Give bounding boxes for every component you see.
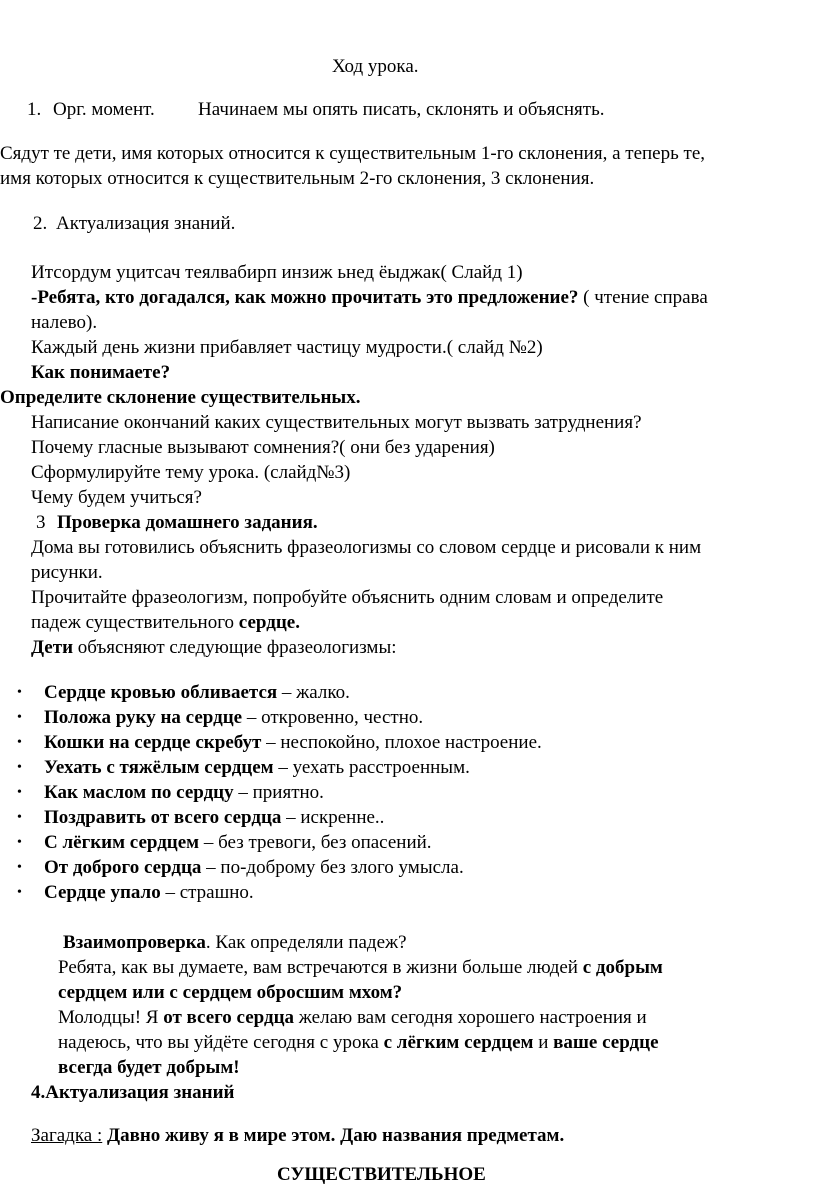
section-2-label: Актуализация знаний. bbox=[56, 213, 236, 234]
lesson-title: Ход урока. bbox=[332, 56, 419, 77]
list-item: От доброго сердца – по-доброму без злого умысла. bbox=[44, 857, 464, 878]
define-heading: Определите склонение существительных. bbox=[0, 387, 361, 408]
section-1-label: Орг. момент. bbox=[53, 99, 155, 120]
list-item: Сердце кровью обливается – жалко. bbox=[44, 682, 350, 703]
text-line: падеж существительного сердце. bbox=[31, 612, 300, 633]
question-rest: ( чтение справа bbox=[578, 287, 708, 308]
text-line: Дома вы готовились объяснить фразеологизмы со словом сердце и рисовали к ним bbox=[31, 537, 702, 558]
bullet-icon: • bbox=[17, 835, 22, 850]
riddle-text: Давно живу я в мире этом. Даю названия предметам. bbox=[102, 1125, 565, 1146]
riddle-label: Загадка : bbox=[31, 1125, 103, 1146]
list-item: Сердце упало – страшно. bbox=[44, 882, 254, 903]
text-line: Сформулируйте тему урока. (слайд№3) bbox=[31, 462, 351, 483]
list-item: Положа руку на сердце – откровенно, честно. bbox=[44, 707, 424, 728]
list-item: Кошки на сердце скребут – неспокойно, плохое настроение. bbox=[44, 732, 542, 753]
section-1-number: 1. bbox=[27, 99, 42, 120]
list-item: Поздравить от всего сердца – искренне.. bbox=[44, 807, 385, 828]
paragraph-line: Сядут те дети, имя которых относится к существительным 1-го склонения, а теперь те, bbox=[0, 143, 706, 164]
bullet-icon: • bbox=[17, 760, 22, 775]
how-question: Как понимаете? bbox=[31, 362, 171, 383]
question-continuation: налево). bbox=[31, 312, 98, 333]
bullet-icon: • bbox=[17, 735, 22, 750]
reversed-sentence: Итсордум уцитсач теялвабирп инзиж ьнед ёыджак( Слайд 1) bbox=[31, 262, 523, 283]
mutual-check-line: Взаимопроверка. Как определяли падеж? bbox=[63, 932, 407, 953]
bullet-icon: • bbox=[17, 810, 22, 825]
section-4-heading: 4.Актуализация знаний bbox=[31, 1082, 235, 1103]
riddle-answer: СУЩЕСТВИТЕЛЬНОЕ bbox=[277, 1164, 486, 1185]
bullet-icon: • bbox=[17, 860, 22, 875]
section-3-number: 3 bbox=[36, 512, 46, 533]
riddle-line bbox=[31, 1123, 564, 1148]
list-item: Как маслом по сердцу – приятно. bbox=[44, 782, 324, 803]
text-line: рисунки. bbox=[31, 562, 103, 583]
text-line: сердцем или с сердцем обросшим мхом? bbox=[58, 982, 403, 1003]
text-line: Молодцы! Я от всего сердца желаю вам сегодня хорошего настроения и bbox=[58, 1007, 647, 1028]
text-line: Почему гласные вызывают сомнения?( они без ударения) bbox=[31, 437, 495, 458]
question-bold: -Ребята, кто догадался, как можно прочитать это предложение? bbox=[31, 287, 579, 308]
bullet-icon: • bbox=[17, 785, 22, 800]
text-line: Ребята, как вы думаете, вам встречаются в жизни больше людей с добрым bbox=[58, 957, 663, 978]
text-line: всегда будет добрым! bbox=[58, 1057, 240, 1078]
proverb-line: Каждый день жизни прибавляет частицу мудрости.( слайд №2) bbox=[31, 337, 543, 358]
text-line: надеюсь, что вы уйдёте сегодня с урока с лёгким сердцем и ваше сердце bbox=[58, 1032, 659, 1053]
paragraph-line: имя которых относится к существительным 2-го склонения, 3 склонения. bbox=[0, 168, 595, 189]
bullet-icon: • bbox=[17, 685, 22, 700]
section-1-text: Начинаем мы опять писать, склонять и объяснять. bbox=[198, 99, 605, 120]
text-line: Написание окончаний каких существительных могут вызвать затруднения? bbox=[31, 412, 642, 433]
question-line bbox=[31, 285, 708, 310]
section-3-label: Проверка домашнего задания. bbox=[57, 512, 318, 533]
bullet-icon: • bbox=[17, 885, 22, 900]
text-line: Дети объясняют следующие фразеологизмы: bbox=[31, 637, 397, 658]
list-item: Уехать с тяжёлым сердцем – уехать расстроенным. bbox=[44, 757, 470, 778]
bullet-icon: • bbox=[17, 710, 22, 725]
text-line: Прочитайте фразеологизм, попробуйте объяснить одним словам и определите bbox=[31, 587, 664, 608]
section-2-number: 2. bbox=[33, 213, 48, 234]
list-item: С лёгким сердцем – без тревоги, без опасений. bbox=[44, 832, 432, 853]
text-line: Чему будем учиться? bbox=[31, 487, 202, 508]
